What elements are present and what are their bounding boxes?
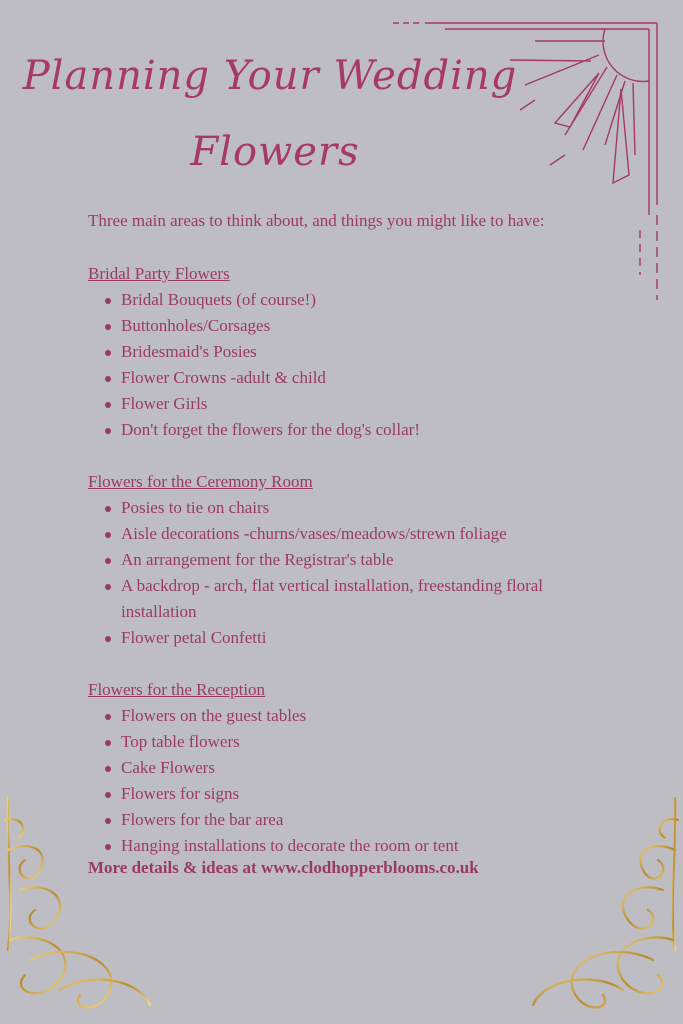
list-item: Don't forget the flowers for the dog's collar! xyxy=(121,417,608,443)
list-item: Aisle decorations -churns/vases/meadows/strewn foliage xyxy=(121,521,608,547)
bullet-list xyxy=(88,703,608,859)
list-item: Hanging installations to decorate the room or tent xyxy=(121,833,608,859)
page-title-line-2: Flowers xyxy=(190,129,360,175)
list-item: Posies to tie on chairs xyxy=(121,495,608,521)
section-heading: Bridal Party Flowers xyxy=(88,264,230,283)
list-item: Flower Crowns -adult & child xyxy=(121,365,608,391)
bullet-list xyxy=(88,287,608,443)
footer-website-text: More details & ideas at www.clodhopperblooms.co.uk xyxy=(88,858,479,877)
list-item: Flowers on the guest tables xyxy=(121,703,608,729)
list-item: Bridal Bouquets (of course!) xyxy=(121,287,608,313)
intro-text: Three main areas to think about, and things you might like to have: xyxy=(88,211,545,230)
list-item: Flowers for the bar area xyxy=(121,807,608,833)
list-item: Flower petal Confetti xyxy=(121,625,608,651)
list-item: Bridesmaid's Posies xyxy=(121,339,608,365)
section-heading: Flowers for the Ceremony Room xyxy=(88,472,313,491)
list-item: A backdrop - arch, flat vertical installation, freestanding floral installation xyxy=(121,573,608,625)
section-bridal-party xyxy=(88,261,608,443)
list-item: Flower Girls xyxy=(121,391,608,417)
section-ceremony-room xyxy=(88,469,608,651)
section-heading: Flowers for the Reception xyxy=(88,680,266,699)
list-item: Top table flowers xyxy=(121,729,608,755)
list-item: Flowers for signs xyxy=(121,781,608,807)
section-reception xyxy=(88,677,608,859)
list-item: An arrangement for the Registrar's table xyxy=(121,547,608,573)
page-title-line-1: Planning Your Wedding xyxy=(22,53,518,99)
list-item: Cake Flowers xyxy=(121,755,608,781)
list-item: Buttonholes/Corsages xyxy=(121,313,608,339)
bullet-list xyxy=(88,495,608,651)
